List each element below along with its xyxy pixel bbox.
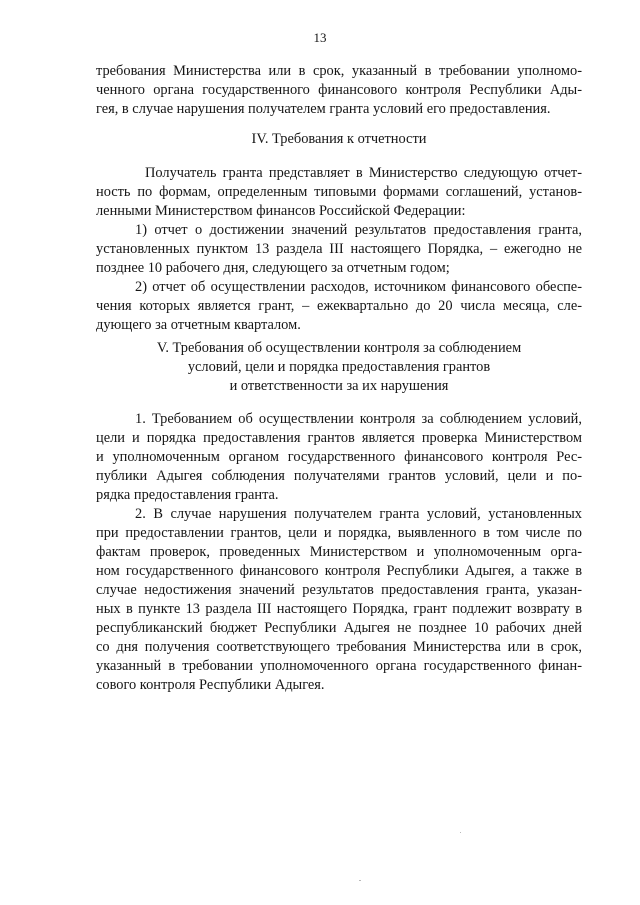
section-iv-line-7: 2) отчет об осуществлении расходов, источником финансового обеспе- <box>135 279 582 295</box>
section-iv-line-6: позднее 10 рабочего дня, следующего за отчетным годом; <box>96 260 450 276</box>
section-v-line-1: 1. Требованием об осуществлении контроля за соблюдением условий, <box>135 411 582 427</box>
section-v-line-15: сового контроля Республики Адыгея. <box>96 677 325 693</box>
section-v-line-7: при предоставлении грантов, цели и порядка, выявленного в том числе по <box>96 525 582 541</box>
section-iv-line-4: 1) отчет о достижении значений результатов предоставления гранта, <box>135 222 582 238</box>
section-iv-line-1: Получатель гранта представляет в Министерство следующую отчет- <box>145 165 582 181</box>
section-v-heading-line-3: и ответственности за их нарушения <box>229 378 449 394</box>
section-iv-heading: IV. Требования к отчетности <box>251 131 427 147</box>
section-iv-line-2: ность по формам, определенным типовыми формами соглашений, установ- <box>96 184 582 200</box>
section-v-line-12: республиканский бюджет Республики Адыгея не позднее 10 рабочих дней <box>96 620 582 636</box>
section-v-heading-line-2: условий, цели и порядка предоставления грантов <box>187 359 491 375</box>
scan-speck <box>460 832 461 833</box>
section-v-line-4: публики Адыгея соблюдения получателями грантов условий, цели и по- <box>96 468 582 484</box>
section-v-line-3: и уполномоченным органом государственного финансового контроля Рес- <box>96 449 582 465</box>
section-v-line-14: указанный в требовании уполномоченного органа государственного финан- <box>96 658 582 674</box>
section-v-line-11: ных в пункте 13 раздела III настоящего Порядка, грант подлежит возврату в <box>96 601 582 617</box>
scan-speck <box>359 880 361 881</box>
section-v-line-2: цели и порядка предоставления грантов является проверка Министерством <box>96 430 582 446</box>
section-v-line-6: 2. В случае нарушения получателем гранта условий, установленных <box>135 506 582 522</box>
section-iv-line-3: ленными Министерством финансов Российской Федерации: <box>96 203 466 219</box>
continuation-line-2: ченного органа государственного финансового контроля Республики Ады- <box>96 82 582 98</box>
section-v-line-8: фактам проверок, проведенных Министерством и уполномоченным орга- <box>96 544 582 560</box>
continuation-line-3: гея, в случае нарушения получателем гранта условий его предоставления. <box>96 101 551 117</box>
section-v-line-9: ном государственного финансового контроля Республики Адыгея, а также в <box>96 563 582 579</box>
section-iv-line-9: дующего за отчетным кварталом. <box>96 317 301 333</box>
section-v-heading-line-1: V. Требования об осуществлении контроля за соблюдением <box>156 340 522 356</box>
section-iv-line-5: установленных пунктом 13 раздела III настоящего Порядка, – ежегодно не <box>96 241 582 257</box>
page-number: 13 <box>313 30 327 45</box>
section-v-line-5: рядка предоставления гранта. <box>96 487 279 503</box>
section-v-line-13: со дня получения соответствующего требования Министерства или в срок, <box>96 639 582 655</box>
section-v-line-10: случае недостижения значений результатов предоставления гранта, указан- <box>96 582 582 598</box>
continuation-line-1: требования Министерства или в срок, указанный в требовании уполномо- <box>96 63 582 79</box>
section-iv-line-8: чения которых является грант, – ежеквартально до 20 числа месяца, сле- <box>96 298 582 314</box>
